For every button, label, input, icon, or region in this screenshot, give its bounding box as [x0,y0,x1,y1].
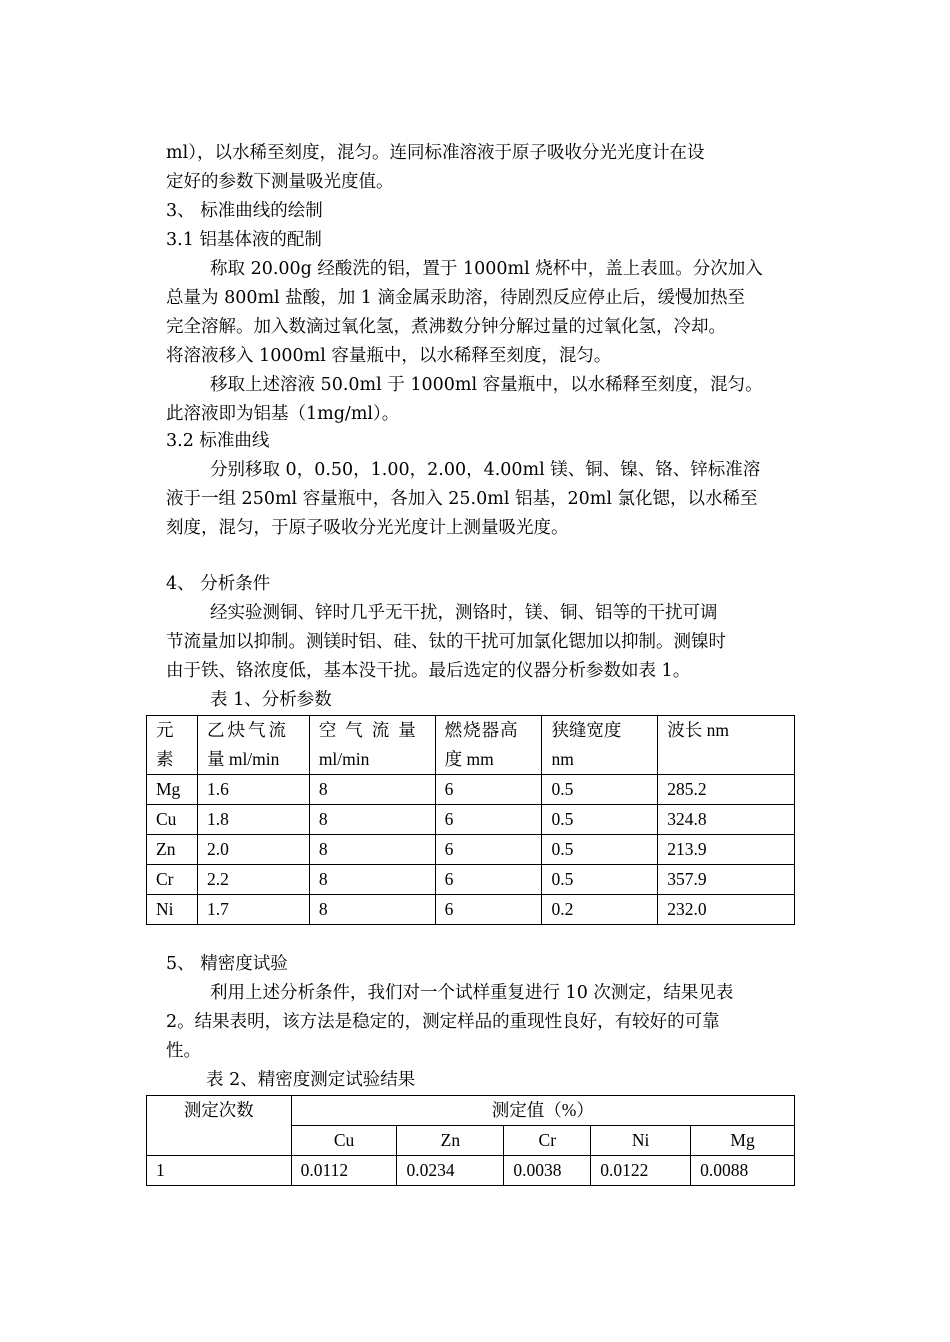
header-cell: 乙炔气流 量 ml/min [197,716,309,775]
table-cell: 0.0088 [691,1156,795,1186]
table-cell: 0.2 [542,895,658,925]
table-cell: 0.0112 [291,1156,397,1186]
table-row [147,895,795,925]
table-cell: 1.8 [197,805,309,835]
header-cell: 空气流量 ml/min [309,716,435,775]
para-3-1b-line: 此溶液即为铝基（1mg/ml）。 [166,404,400,424]
intro-line-2: 定好的参数下测量吸光度值。 [166,172,394,192]
table-cell: 0.0122 [591,1156,691,1186]
table-cell: 0.5 [542,775,658,805]
table-cell: 1 [147,1156,292,1186]
table-cell: Zn [147,835,198,865]
table-cell: 6 [435,775,542,805]
table-2-caption: 表 2、精密度测定试验结果 [206,1070,416,1090]
table-cell: 2.2 [197,865,309,895]
table-row [147,835,795,865]
header-cell: 元 素 [147,716,198,775]
para-4-line: 经实验测铜、锌时几乎无干扰，测铬时，镁、铜、铝等的干扰可调 [210,603,718,623]
section-4-heading: 4、 分析条件 [166,574,271,594]
header-cell: Zn [397,1126,504,1156]
para-3-1b-line: 移取上述溶液 50.0ml 于 1000ml 容量瓶中，以水稀释至刻度，混匀。 [210,375,763,395]
section-5-heading: 5、 精密度试验 [166,954,288,974]
header-cell: 波长 nm [658,716,795,775]
header-cell: 燃烧器高 度 mm [435,716,542,775]
table-cell: Cr [147,865,198,895]
table-1-caption: 表 1、分析参数 [210,690,332,710]
table-cell: 8 [309,835,435,865]
table-cell: Ni [147,895,198,925]
table-2-precision-results [146,1095,795,1186]
header-cell: Cu [291,1126,397,1156]
header-cell: Mg [691,1126,795,1156]
table-cell: 1.7 [197,895,309,925]
table-cell: 285.2 [658,775,795,805]
table-cell: 232.0 [658,895,795,925]
table-cell: 8 [309,775,435,805]
table-cell: 6 [435,835,542,865]
table-cell: 6 [435,895,542,925]
para-4-line: 由于铁、铬浓度低，基本没干扰。最后选定的仪器分析参数如表 1。 [166,661,691,681]
section-3-2-heading: 3.2 标准曲线 [166,431,270,451]
table-cell: 2.0 [197,835,309,865]
para-5-line: 性。 [166,1041,201,1061]
table-cell: 1.6 [197,775,309,805]
table-row [147,865,795,895]
para-5-line: 利用上述分析条件，我们对一个试样重复进行 10 次测定，结果见表 [210,983,734,1003]
table-cell: 213.9 [658,835,795,865]
table-cell: 8 [309,895,435,925]
section-3-1-heading: 3.1 铝基体液的配制 [166,230,322,250]
para-3-2-line: 液于一组 250ml 容量瓶中，各加入 25.0ml 铝基，20ml 氯化锶，以水稀至 [166,489,758,509]
para-3-1-line: 完全溶解。加入数滴过氧化氢，煮沸数分钟分解过量的过氧化氢，冷却。 [166,317,726,337]
table-row [147,1096,795,1126]
header-cell: 测定值（%） [291,1096,794,1126]
para-3-1-line: 称取 20.00g 经酸洗的铝，置于 1000ml 烧杯中，盖上表皿。分次加入 [210,259,763,279]
header-cell: 狭缝宽度 nm [542,716,658,775]
intro-line-1: ml），以水稀至刻度，混匀。连同标准溶液于原子吸收分光光度计在设 [166,143,705,163]
table-cell: 0.5 [542,805,658,835]
header-cell: Ni [591,1126,691,1156]
table-cell: 357.9 [658,865,795,895]
table-cell: Cu [147,805,198,835]
table-cell: 0.0234 [397,1156,504,1186]
table-cell: 8 [309,865,435,895]
table-row [147,805,795,835]
para-5-line: 2。结果表明，该方法是稳定的，测定样品的重现性良好，有较好的可靠 [166,1012,720,1032]
para-3-1-line: 将溶液移入 1000ml 容量瓶中，以水稀释至刻度，混匀。 [166,346,612,366]
header-cell: Cr [504,1126,591,1156]
section-3-heading: 3、 标准曲线的绘制 [166,201,323,221]
table-cell: 324.8 [658,805,795,835]
table-cell: 6 [435,805,542,835]
table-row [147,775,795,805]
table-cell: Mg [147,775,198,805]
header-cell: 测定次数 [147,1096,292,1156]
para-4-line: 节流量加以抑制。测镁时铝、硅、钛的干扰可加氯化锶加以抑制。测镍时 [166,632,726,652]
table-row [147,1156,795,1186]
para-3-1-line: 总量为 800ml 盐酸，加 1 滴金属汞助溶，待剧烈反应停止后，缓慢加热至 [166,288,745,308]
table-cell: 0.5 [542,865,658,895]
table-row [147,716,795,775]
para-3-2-line: 刻度，混匀，于原子吸收分光光度计上测量吸光度。 [166,518,569,538]
table-cell: 0.5 [542,835,658,865]
para-3-2-line: 分别移取 0，0.50，1.00，2.00，4.00ml 镁、铜、镍、铬、锌标准溶 [210,460,761,480]
table-1-analysis-parameters [146,715,795,925]
table-cell: 0.0038 [504,1156,591,1186]
table-cell: 8 [309,805,435,835]
table-cell: 6 [435,865,542,895]
